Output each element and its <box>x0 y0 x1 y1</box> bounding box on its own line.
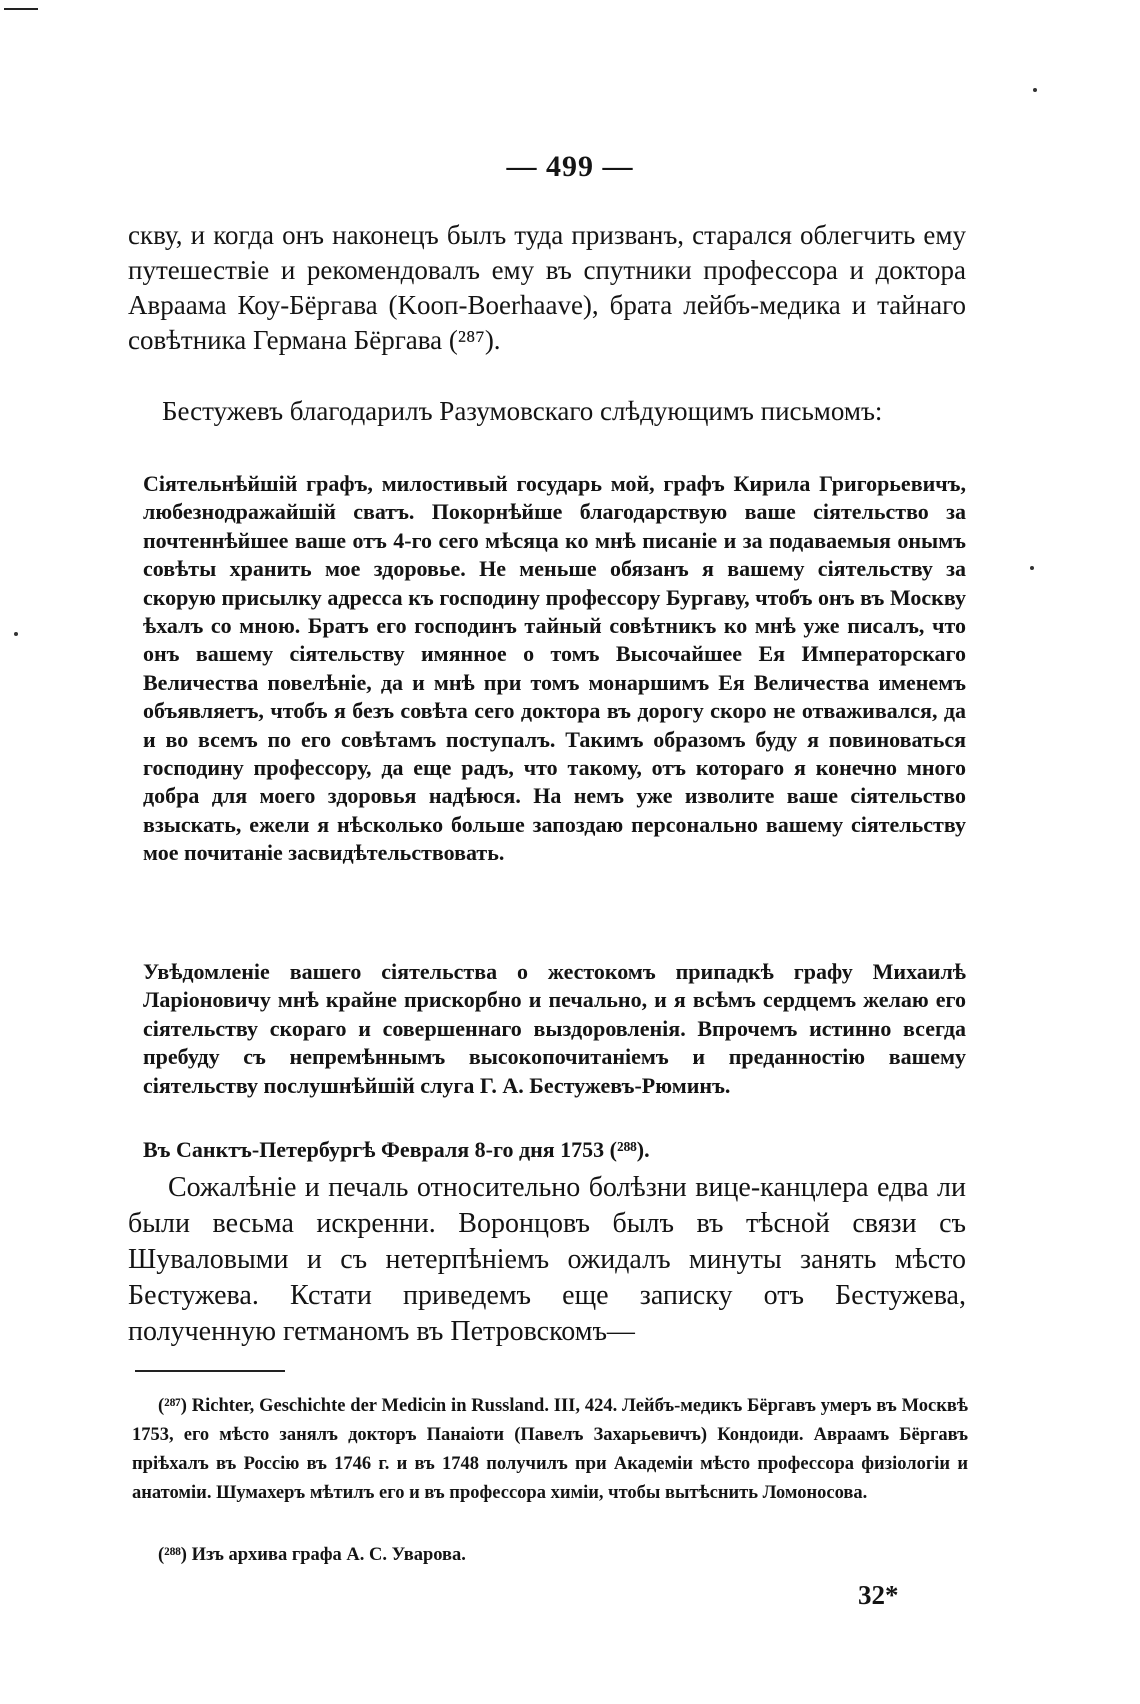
scan-corner-mark <box>4 8 38 10</box>
paragraph-continuation: скву, и когда онъ наконецъ былъ туда призванъ, старался облегчить ему путешествіе и рекомендовалъ ему въ спутники профессора и доктора Авраама Коу-Бёргава (Kooп-Boerhaave), брата лейбъ-медика и тайнаго совѣтника Германа Бёргава (²⁸⁷). <box>128 220 966 355</box>
printer-signature-mark: 32* <box>858 1580 899 1610</box>
scan-speck <box>1033 88 1037 92</box>
paragraph-commentary: Сожалѣніе и печаль относительно болѣзни вице-канцлера едва ли были весьма искренни. Воронцовъ былъ въ тѣсной связи съ Шуваловыми и съ нетерпѣніемъ ожидалъ минуты занять мѣсто Бестужева. Кстати приведемъ еще записку отъ Бестужева, полученную гетманомъ въ Петровскомъ— <box>128 1172 966 1347</box>
footnote-separator <box>135 1370 285 1372</box>
page-number: — 499 — <box>506 150 634 183</box>
footnote-288: (²⁸⁸) Изъ архива графа А. С. Уварова. <box>158 1545 466 1565</box>
letter-date-line: Въ Санктъ-Петербургѣ Февраля 8-го дня 1753 (²⁸⁸). <box>143 1137 650 1162</box>
letter-body: Сіятельнѣйшій графъ, милостивый государь мой, графъ Кирила Григорьевичъ, любезнодражайшій сватъ. Покорнѣйше благодарствую ваше сіятельство за почтеннѣйшее ваше отъ 4-го сего мѣсяца ко мнѣ писаніе и за подаваемыя онымъ совѣты хранить мое здоровье. Не меньше обязанъ я вашему сіятельству за скорую присылку адресса къ господину профессору Бургаву, чтобъ онъ въ Москву ѣхалъ со мною. Братъ его господинъ тайный совѣтникъ ко мнѣ уже писалъ, что онъ вашему сіятельству имянное о томъ Высочайшее Ея Императорскаго Величества повелѣніе, да и мнѣ при томъ монаршимъ Ея Величества именемъ объявляетъ, чтобъ я безъ совѣта сего доктора въ дорогу скоро не отваживался, да и во всемъ по его совѣтамъ поступалъ. Такимъ образомъ буду я повиноваться господину профессору, да еще радъ, что такому, отъ котораго я конечно много добра для моего здоровья надѣюся. На немъ уже изволите ваше сіятельство взыскать, ежели я нѣсколько больше запоздаю персонально вашему сіятельству мое почитаніе засвидѣтельствовать. <box>143 471 966 866</box>
letter-closing: Увѣдомленіе вашего сіятельства о жестокомъ припадкѣ графу Михаилѣ Ларіоновичу мнѣ крайне прискорбно и печально, и я всѣмъ сердцемъ желаю его сіятельству скораго и совершеннаго выздоровленія. Впрочемъ истинно всегда пребуду съ непремѣннымъ высокопочитаніемъ и преданностію вашему сіятельству послушнѣйшій слуга Г. А. Бестужевъ-Рюминъ. <box>143 959 966 1098</box>
paragraph-letter-intro: Бестужевъ благодарилъ Разумовскаго слѣдующимъ письмомъ: <box>162 396 883 426</box>
footnote-287: (²⁸⁷) Richter, Geschichte der Medicin in Russland. III, 424. Лейбъ-медикъ Бёргавъ умеръ въ Москвѣ 1753, его мѣсто занялъ докторъ Панаіоти (Павелъ Захарьевичъ) Кондоиди. Авраамъ Бёргавъ пріѣхалъ въ Россію въ 1746 г. и въ 1748 получилъ при Академіи мѣсто профессора физіологіи и анатоміи. Шумахеръ мѣтилъ его и въ профессора химіи, чтобы вытѣснить Ломоносова. <box>132 1396 968 1503</box>
scan-speck <box>14 632 18 636</box>
scan-speck <box>1030 566 1034 570</box>
